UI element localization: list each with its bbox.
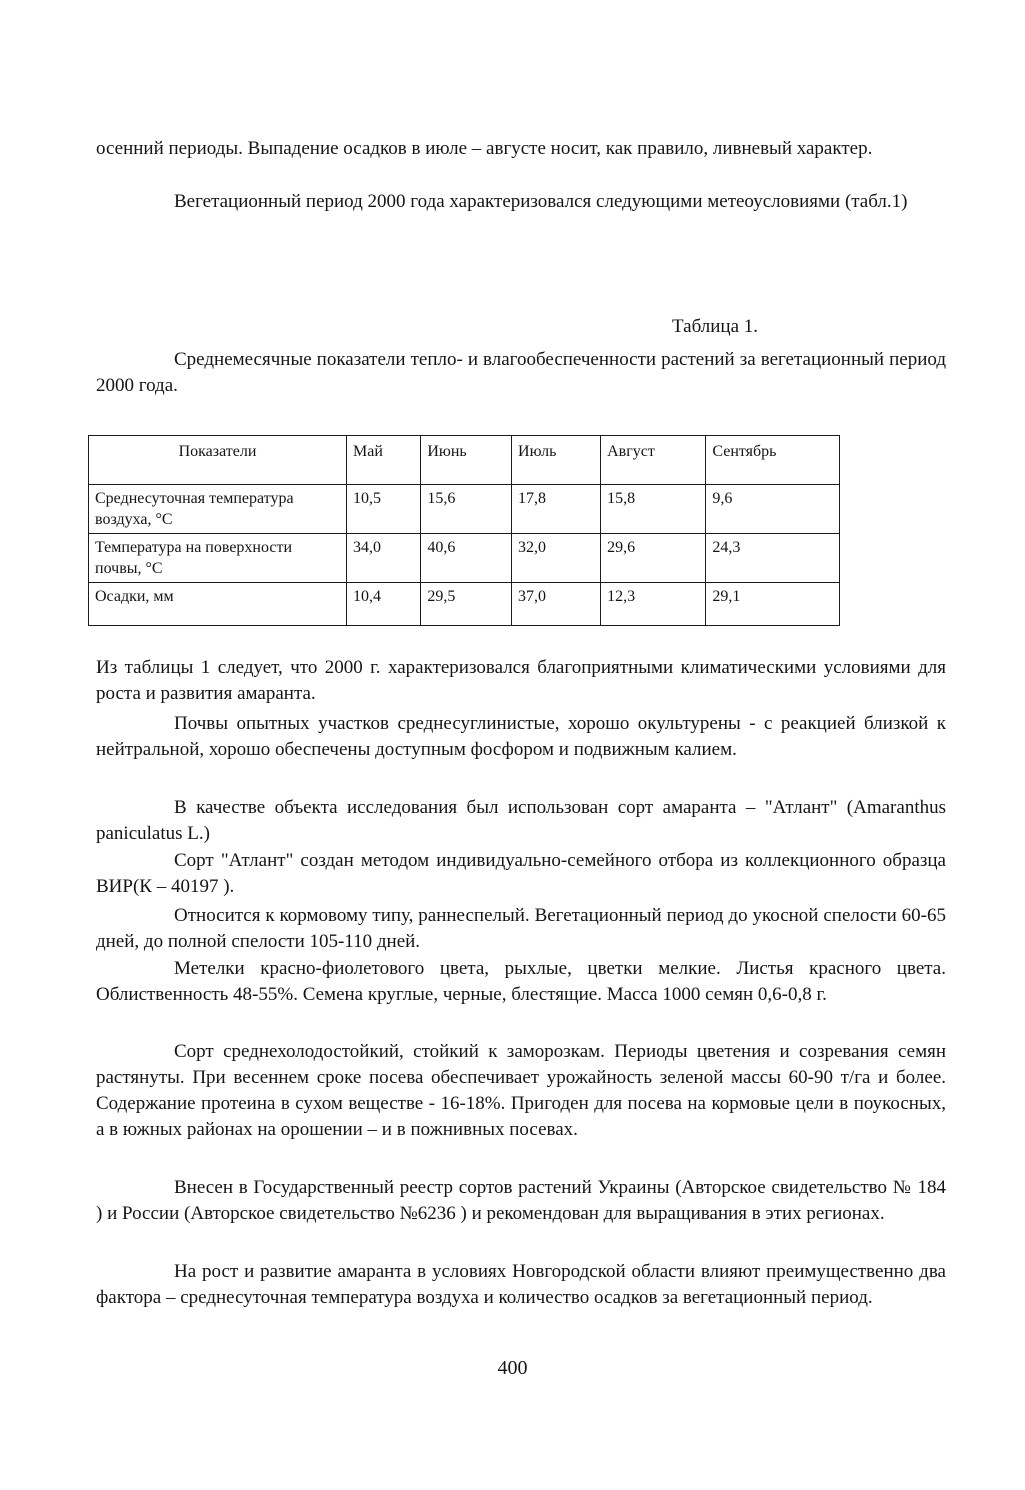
table-cell: 29,1 xyxy=(706,583,840,626)
paragraph-5: В качестве объекта исследования был использован сорт амаранта – "Атлант" (Amaranthus paniculatus L.) xyxy=(96,797,946,844)
table-cell: 29,5 xyxy=(421,583,512,626)
header-cell-may: Май xyxy=(347,436,421,485)
header-cell-july: Июль xyxy=(512,436,601,485)
table-row xyxy=(89,583,840,626)
paragraph-8: Метелки красно-фиолетового цвета, рыхлые, цветки мелкие. Листья красного цвета. Облиственность 48-55%. Семена круглые, черные, блестящие. Масса 1000 семян 0,6-0,8 г. xyxy=(96,958,946,1005)
table-cell: 10,4 xyxy=(347,583,421,626)
page-number: 400 xyxy=(497,1357,528,1379)
paragraph-9: Сорт среднехолодостойкий, стойкий к заморозкам. Периоды цветения и созревания семян растянуты. При весеннем сроке посева обеспечивает урожайность зеленой массы 60-90 т/га и более. Содержание протеина в сухом веществе - 16-18%. Пригоден для посева на кормовые цели в поукосных, а в южных районах на орошении – и в пожнивных посевах. xyxy=(96,1041,946,1140)
table-title: Среднемесячные показатели тепло- и влагообеспеченности растений за вегетационный период 2000 года. xyxy=(96,349,946,396)
table-cell: 9,6 xyxy=(706,485,840,534)
paragraph-6: Сорт "Атлант" создан методом индивидуально-семейного отбора из коллекционного образца ВИР(К – 40197 ). xyxy=(96,850,946,897)
paragraph-7: Относится к кормовому типу, раннеспелый. Вегетационный период до укосной спелости 60-65 дней, до полной спелости 105-110 дней. xyxy=(96,905,946,952)
table-cell: 34,0 xyxy=(347,534,421,583)
table-cell: 12,3 xyxy=(601,583,706,626)
table-label: Таблица 1. xyxy=(672,316,759,337)
row-label: Осадки, мм xyxy=(89,583,347,626)
weather-table xyxy=(88,435,840,626)
table-header-row xyxy=(89,436,840,485)
table-cell: 24,3 xyxy=(706,534,840,583)
row-label: Температура на поверхности почвы, °С xyxy=(89,534,347,583)
table-row xyxy=(89,534,840,583)
paragraph-4: Почвы опытных участков среднесуглинистые, хорошо окультурены - с реакцией близкой к нейтральной, хорошо обеспечены доступным фосфором и подвижным калием. xyxy=(96,713,946,760)
paragraph-3: Из таблицы 1 следует, что 2000 г. характеризовался благоприятными климатическими условиями для роста и развития амаранта. xyxy=(96,657,946,704)
paragraph-2: Вегетационный период 2000 года характеризовался следующими метеоусловиями (табл.1) xyxy=(174,191,908,212)
table-cell: 10,5 xyxy=(347,485,421,534)
header-cell-indicator: Показатели xyxy=(89,436,347,485)
header-cell-august: Август xyxy=(601,436,706,485)
table-cell: 37,0 xyxy=(512,583,601,626)
table-cell: 32,0 xyxy=(512,534,601,583)
header-cell-june: Июнь xyxy=(421,436,512,485)
row-label: Среднесуточная температура воздуха, °С xyxy=(89,485,347,534)
table-row xyxy=(89,485,840,534)
table-cell: 40,6 xyxy=(421,534,512,583)
paragraph-10: Внесен в Государственный реестр сортов растений Украины (Авторское свидетельство № 184 ) и России (Авторское свидетельство №6236 ) и рекомендован для выращивания в этих регионах. xyxy=(96,1177,946,1224)
paragraph-1: осенний периоды. Выпадение осадков в июле – августе носит, как правило, ливневый характер. xyxy=(96,138,873,159)
table-cell: 15,6 xyxy=(421,485,512,534)
paragraph-11: На рост и развитие амаранта в условиях Новгородской области влияют преимущественно два фактора – среднесуточная температура воздуха и количество осадков за вегетационный период. xyxy=(96,1261,946,1308)
table-cell: 29,6 xyxy=(601,534,706,583)
table-cell: 15,8 xyxy=(601,485,706,534)
table-cell: 17,8 xyxy=(512,485,601,534)
header-cell-september: Сентябрь xyxy=(706,436,840,485)
